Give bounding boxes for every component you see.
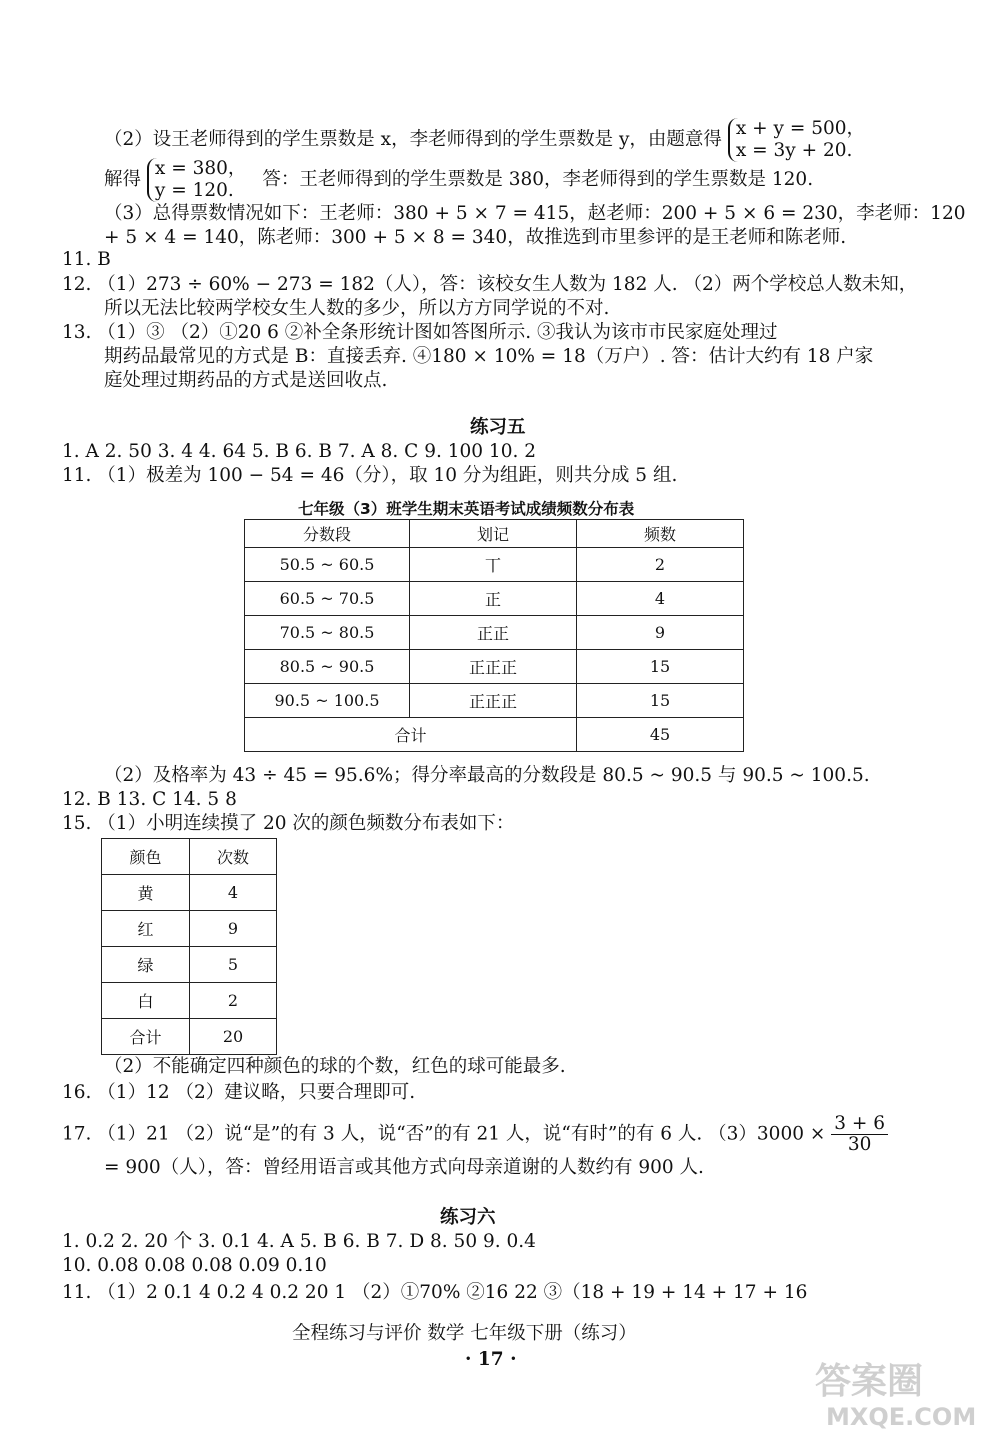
line-q12-cont: 所以无法比较两学校女生人数的多少，所以方方同学说的不对. — [104, 298, 610, 319]
table-row: 80.5 ~ 90.5 正正正 15 — [245, 650, 744, 684]
table-row: 绿 5 — [102, 947, 277, 983]
table-row: 白 2 — [102, 983, 277, 1019]
line-s5-q12-14: 12. B 13. C 14. 5 8 — [62, 789, 237, 810]
line-s6-answers: 1. 0.2 2. 20 个 3. 0.1 4. A 5. B 6. B 7. D 8. 50 9. 0.4 — [62, 1231, 536, 1252]
line-q10-3-cont: + 5 × 4 = 140，陈老师：300 + 5 × 8 = 340，故推选到市里参评的是王老师和陈老师. — [104, 227, 847, 248]
table-row: 黄 4 — [102, 875, 277, 911]
line-s6-q10: 10. 0.08 0.08 0.08 0.09 0.10 — [62, 1255, 327, 1276]
table-row: 90.5 ~ 100.5 正正正 15 — [245, 684, 744, 718]
line-s5-q15-2: （2）不能确定四种颜色的球的个数，红色的球可能最多. — [104, 1056, 566, 1077]
table-row: 红 9 — [102, 911, 277, 947]
table-header-row: 分数段 划记 频数 — [245, 520, 744, 548]
line-s5-q15: 15. （1）小明连续摸了 20 次的颜色频数分布表如下： — [62, 813, 515, 834]
line-s5-q17: 17. （1）21 （2）说“是”的有 3 人，说“否”的有 21 人，说“有时”的有 6 人. （3）3000 × $\frac{3 + 6}{30}$ — [62, 1114, 888, 1155]
section-title-6: 练习六 — [440, 1207, 496, 1228]
line-s5-q11-2: （2）及格率为 43 ÷ 45 = 95.6%；得分率最高的分数段是 80.5 ~ 90.5 与 90.5 ~ 100.5. — [104, 765, 870, 786]
line-s6-q11: 11. （1）2 0.1 4 0.2 4 0.2 20 1 （2）①70% ②16 22 ③（18 + 19 + 14 + 17 + 16 — [62, 1282, 808, 1303]
line-solution: 解得 x = 380， y = 120. 答：王老师得到的学生票数是 380，李老师得到的学生票数是 120. — [104, 158, 814, 201]
table-row: 50.5 ~ 60.5 丅 2 — [245, 548, 744, 582]
line-q10-3: （3）总得票数情况如下：王老师：380 + 5 × 7 = 415，赵老师：200 + 5 × 6 = 230，李老师：120 — [104, 203, 966, 224]
line-q13: 13. （1）③ （2）①20 6 ②补全条形统计图如答图所示. ③我认为该市市民家庭处理过 — [62, 322, 778, 343]
equation-system-1: x + y = 500， x = 3y + 20. — [728, 118, 865, 162]
page-number: · 17 · — [465, 1349, 517, 1370]
line-q13-cont1: 期药品最常见的方式是 B：直接丢弃. ④180 × 10% = 18（万户）. 答：估计大约有 18 户家 — [104, 346, 874, 367]
watermark-logo: 答案圈 — [815, 1361, 924, 1402]
table-total-row: 合计 45 — [245, 718, 744, 752]
table1-caption: 七年级（3）班学生期末英语考试成绩频数分布表 — [298, 500, 635, 518]
line-q13-cont2: 庭处理过期药品的方式是送回收点. — [104, 370, 388, 391]
line-q10-2: （2）设王老师得到的学生票数是 x，李老师得到的学生票数是 y，由题意得 x + y = 500， x = 3y + 20. — [104, 118, 866, 161]
color-frequency-table — [101, 838, 277, 1055]
fraction: $\frac{3 + 6}{30}$ — [831, 1114, 888, 1155]
equation-system-2: x = 380， y = 120. — [147, 158, 247, 202]
line-q12: 12. （1）273 ÷ 60% − 273 = 182（人），答：该校女生人数为 182 人. （2）两个学校总人数未知， — [62, 274, 918, 295]
footer-book-title: 全程练习与评价 数学 七年级下册（练习） — [292, 1323, 637, 1344]
table-total-row: 合计 20 — [102, 1019, 277, 1055]
section-title-5: 练习五 — [470, 417, 526, 438]
table-header-row: 颜色 次数 — [102, 839, 277, 875]
table-row: 60.5 ~ 70.5 正 4 — [245, 582, 744, 616]
line-s5-answers: 1. A 2. 50 3. 4 4. 64 5. B 6. B 7. A 8. C 9. 100 10. 2 — [62, 441, 537, 462]
table-row: 70.5 ~ 80.5 正正 9 — [245, 616, 744, 650]
line-s5-q16: 16. （1）12 （2）建议略，只要合理即可. — [62, 1082, 416, 1103]
watermark-url: MXQE.COM — [826, 1403, 977, 1431]
line-s5-q11: 11. （1）极差为 100 − 54 = 46（分），取 10 分为组距，则共分成 5 组. — [62, 465, 678, 486]
line-q11: 11. B — [62, 249, 111, 270]
line-s5-q17-cont: = 900（人），答：曾经用语言或其他方式向母亲道谢的人数约有 900 人. — [104, 1157, 704, 1178]
frequency-table — [244, 519, 744, 752]
